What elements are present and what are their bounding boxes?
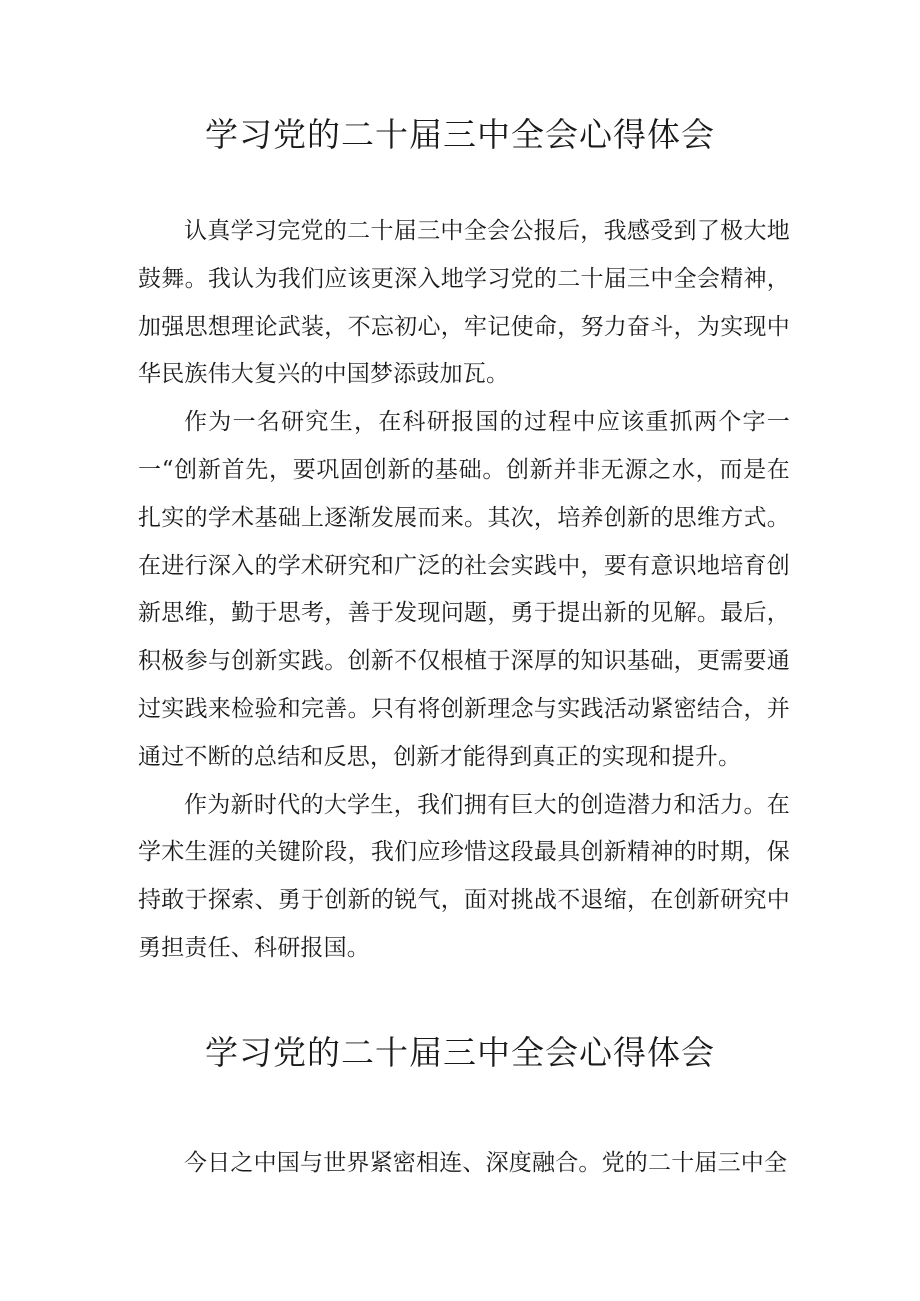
article-body — [138, 1140, 790, 1188]
paragraph: 作为一名研究生，在科研报国的过程中应该重抓两个字一一“创新首先，要巩固创新的基础。创新并非无源之水，而是在扎实的学术基础上逐渐发展而来。其次，培养创新的思维方式。在进行深入的学术研究和广泛的社会实践中，要有意识地培育创新思维，勤于思考，善于发现问题，勇于提出新的见解。最后，积极参与创新实践。创新不仅根植于深厚的知识基础，更需要通过实践来检验和完善。只有将创新理念与实践活动紧密结合，并通过不断的总结和反思，创新才能得到真正的实现和提升。 — [138, 409, 790, 770]
article-body — [138, 208, 790, 973]
article-title: 学习党的二十届三中全会心得体会 — [205, 115, 715, 154]
paragraph: 认真学习完党的二十届三中全会公报后，我感受到了极大地鼓舞。我认为我们应该更深入地学习党的二十届三中全会精神，加强思想理论武装，不忘初心，牢记使命，努力奋斗，为实现中华民族伟大复兴的中国梦添豉加瓦。 — [138, 218, 790, 388]
article-title: 学习党的二十届三中全会心得体会 — [205, 1033, 715, 1072]
paragraph: 作为新时代的大学生，我们拥有巨大的创造潜力和活力。在学术生涯的关键阶段，我们应珍惜这段最具创新精神的时期，保持敢于探索、勇于创新的锐气，面对挑战不退缩，在创新研究中勇担责任、科研报国。 — [138, 791, 790, 961]
paragraph: 今日之中国与世界紧密相连、深度融合。党的二十届三中全 — [184, 1150, 788, 1176]
